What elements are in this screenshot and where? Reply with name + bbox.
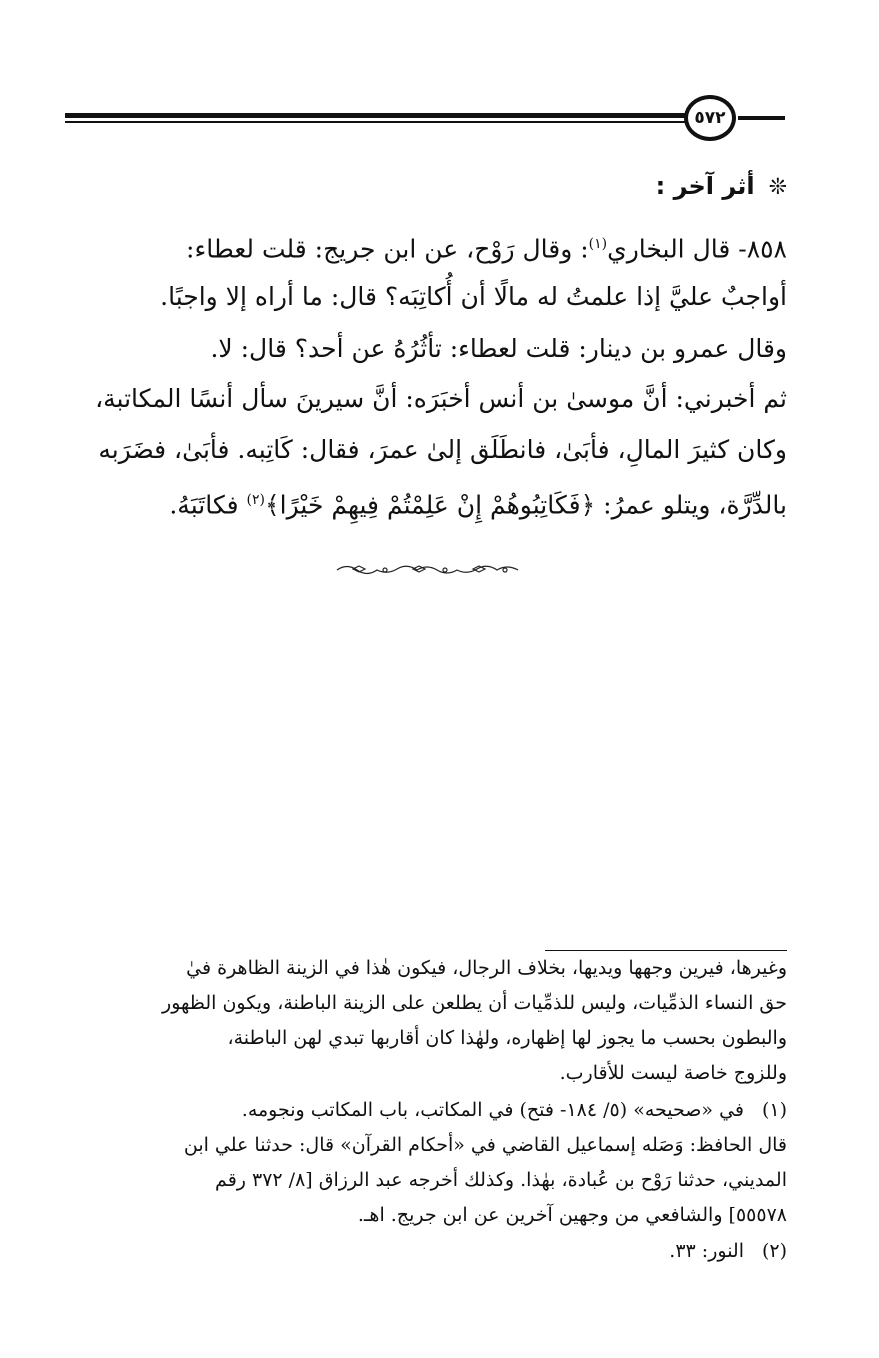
footnote-continued-line-4: وللزوج خاصة ليست للأقارب. bbox=[559, 1062, 787, 1084]
paragraph-musa-line-1: ثم أخبرني: أنَّ موسىٰ بن أنس أخبَرَه: أنَّ سيرينَ سأل أنسًا المكاتبة، bbox=[95, 384, 787, 413]
footnote-1-line-3: المديني، حدثنا رَوْح بن عُبادة، بهٰذا. وكذلك أخرجه عبد الرزاق [٨/ ٣٧٢ رقم bbox=[215, 1169, 787, 1191]
paragraph-musa-line-2: وكان كثيرَ المالِ، فأبَىٰ، فانطَلَق إلىٰ عمرَ، فقال: كَاتِبه. فأبَىٰ، فضَرَبه bbox=[98, 435, 787, 464]
narration-text: : وقال رَوْح، عن ابن جريج: قلت لعطاء: bbox=[186, 234, 589, 264]
footnote-1-marker: (١) bbox=[761, 1099, 787, 1121]
narration-end: فكاتَبَهُ. bbox=[169, 490, 247, 520]
footnote-1-line-4: ٥٥٥٧٨] والشافعي من وجهين آخرين عن ابن جريج. اهـ. bbox=[357, 1204, 787, 1226]
section-title: أثر آخر : bbox=[655, 172, 755, 200]
header-rule-thin bbox=[65, 121, 685, 123]
footnote-2-line-1: النور: ٣٣. bbox=[669, 1240, 744, 1262]
footnote-continued-line-1: وغيرها، فيرين وجهها ويديها، بخلاف الرجال، فيكون هٰذا في الزينة الظاهرة فيٰ bbox=[186, 957, 787, 979]
footnote-1-line-2: قال الحافظ: وَصَله إسماعيل القاضي في «أحكام القرآن» قال: حدثنا علي ابن bbox=[183, 1134, 787, 1156]
section-heading bbox=[656, 172, 787, 200]
quran-quote: بالدِّرَّة، ويتلو عمرُ: ﴿فَكَاتِبُوهُمْ إِنْ عَلِمْتُمْ فِيهِمْ خَيْرًا﴾ bbox=[265, 490, 787, 520]
paragraph-musa-line-3 bbox=[92, 484, 787, 521]
paragraph-858-line-2: أواجبٌ عليَّ إذا علمتُ له مالًا أن أُكاتِبَه؟ قال: ما أراه إلا واجبًا. bbox=[160, 282, 787, 311]
star-icon: ❊ bbox=[768, 175, 787, 200]
footnote-continued-line-2: حق النساء الذمِّيات، وليس للذمِّيات أن يطلعن على الزينة الباطنة، ويكون الظهور bbox=[162, 992, 787, 1014]
header-rule-thick bbox=[65, 113, 685, 118]
footnote-separator bbox=[545, 950, 787, 951]
page-number-badge bbox=[684, 95, 736, 141]
paragraph-amr-line: وقال عمرو بن دينار: قلت لعطاء: تأثُرُهُ عن أحد؟ قال: لا. bbox=[210, 334, 787, 363]
footnote-2-marker: (٢) bbox=[761, 1240, 787, 1262]
paragraph-858-line-1 bbox=[92, 228, 787, 265]
footnote-1-line-1: في «صحيحه» (٥/ ١٨٤- فتح) في المكاتب، باب المكاتب ونجومه. bbox=[241, 1099, 744, 1121]
page-number: ٥٧٢ bbox=[694, 108, 726, 128]
ornament-divider-icon bbox=[335, 561, 520, 577]
footnote-ref-1[interactable]: (١) bbox=[588, 236, 608, 252]
hadith-number-intro: ٨٥٨- قال البخاري bbox=[607, 234, 787, 264]
footnote-ref-2[interactable]: (٢) bbox=[246, 492, 266, 508]
header-rule-right bbox=[738, 116, 785, 120]
footnote-continued-line-3: والبطون بحسب ما يجوز لها إظهاره، ولهٰذا كان أقاربها تبدي لهن الباطنة، bbox=[227, 1027, 787, 1049]
